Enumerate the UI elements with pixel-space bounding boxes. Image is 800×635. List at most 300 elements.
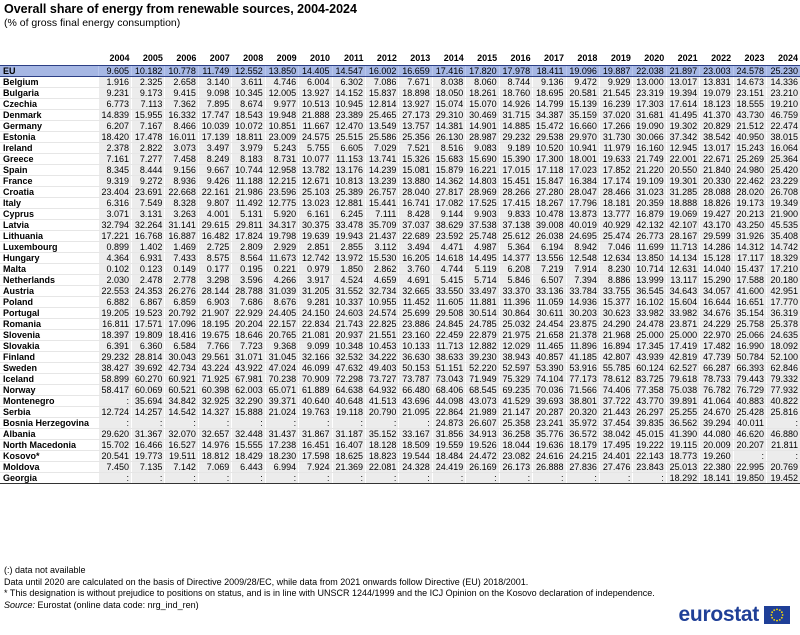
table-cell: 7.111 — [365, 209, 398, 220]
table-cell: 7.277 — [132, 154, 165, 165]
source-label: Source: — [4, 599, 36, 610]
table-cell: 9.272 — [132, 176, 165, 187]
row-label: Austria — [0, 286, 98, 297]
table-row — [0, 297, 800, 308]
table-cell: 19.427 — [700, 209, 733, 220]
table-cell: 60.398 — [198, 385, 231, 396]
table-cell: 18.773 — [666, 451, 699, 462]
table-cell: 21.437 — [365, 231, 398, 242]
table-row — [0, 132, 800, 143]
table-cell: 2.778 — [165, 275, 198, 286]
table-cell: 31.023 — [633, 187, 666, 198]
table-cell: 12.724 — [98, 407, 131, 418]
table-cell: 15.441 — [365, 198, 398, 209]
table-cell: 22.671 — [700, 154, 733, 165]
table-cell: 15.472 — [533, 121, 566, 132]
table-cell: 16.482 — [198, 231, 231, 242]
table-cell: 25.428 — [733, 407, 766, 418]
table-row — [0, 473, 800, 484]
table-cell: 12.814 — [365, 99, 398, 110]
table-cell: 6.443 — [232, 462, 265, 473]
table-cell: 43.170 — [700, 220, 733, 231]
table-cell: 66.393 — [733, 363, 766, 374]
table-cell: 4.471 — [432, 242, 465, 253]
table-cell: 7.671 — [399, 77, 432, 88]
table-cell: 19.349 — [767, 198, 800, 209]
row-label: Spain — [0, 165, 98, 176]
table-cell: 20.320 — [566, 407, 599, 418]
table-cell: 23.003 — [700, 66, 733, 77]
table-cell: 9.807 — [198, 198, 231, 209]
table-cell: 29.615 — [198, 220, 231, 231]
table-cell: 25.358 — [499, 418, 532, 429]
table-cell: 6.773 — [98, 99, 131, 110]
year-header: 2012 — [376, 53, 397, 63]
table-cell: 12.548 — [566, 253, 599, 264]
table-cell: 8.936 — [165, 176, 198, 187]
table-cell: 7.924 — [299, 462, 332, 473]
table-cell: 17.495 — [599, 440, 632, 451]
table-cell: 37.342 — [666, 132, 699, 143]
year-header: 2016 — [510, 53, 531, 63]
table-cell: 10.945 — [332, 99, 365, 110]
table-cell: 24.401 — [599, 451, 632, 462]
table-cell: 11.465 — [533, 341, 566, 352]
table-cell: 9.231 — [98, 88, 131, 99]
table-cell: 3.298 — [198, 275, 231, 286]
table-cell: 12.005 — [265, 88, 298, 99]
table-cell: 28.814 — [132, 352, 165, 363]
table-cell: 70.909 — [299, 374, 332, 385]
table-cell: 21.147 — [499, 407, 532, 418]
table-cell: 16.002 — [365, 66, 398, 77]
table-cell: 18.230 — [265, 451, 298, 462]
table-cell: 41.370 — [700, 110, 733, 121]
table-cell: 33.550 — [432, 286, 465, 297]
table-cell: 7.046 — [599, 242, 632, 253]
table-cell: 24.328 — [399, 462, 432, 473]
table-cell: 5.119 — [466, 264, 499, 275]
table-cell: 16.160 — [633, 143, 666, 154]
table-cell: 31.552 — [332, 286, 365, 297]
table-cell: 16.887 — [165, 231, 198, 242]
table-cell: 7.086 — [365, 77, 398, 88]
table-cell: 22.038 — [633, 66, 666, 77]
row-label: Greece — [0, 154, 98, 165]
table-cell: 33.497 — [466, 286, 499, 297]
year-header: 2022 — [711, 53, 732, 63]
table-cell: 20.769 — [767, 462, 800, 473]
table-cell: 41.064 — [700, 396, 733, 407]
table-cell: 30.203 — [566, 308, 599, 319]
renewables-table — [0, 45, 800, 484]
table-cell: 11.396 — [499, 297, 532, 308]
row-label: Luxembourg — [0, 242, 98, 253]
table-cell: 1.850 — [332, 264, 365, 275]
table-cell: 36.572 — [566, 429, 599, 440]
table-cell: 52.597 — [499, 363, 532, 374]
source-line — [4, 600, 655, 612]
table-cell: 13.782 — [299, 165, 332, 176]
table-cell: 18.195 — [198, 319, 231, 330]
table-cell: 12.742 — [299, 253, 332, 264]
table-cell: : — [98, 418, 131, 429]
table-cell: 8.575 — [198, 253, 231, 264]
table-cell: 11.605 — [432, 297, 465, 308]
year-header: 2004 — [109, 53, 130, 63]
table-cell: 8.466 — [165, 121, 198, 132]
table-cell: 24.150 — [299, 308, 332, 319]
table-cell: 10.182 — [132, 66, 165, 77]
table-cell: 49.403 — [365, 363, 398, 374]
table-row — [0, 143, 800, 154]
table-cell: 28.167 — [666, 231, 699, 242]
table-cell: 78.733 — [700, 374, 733, 385]
table-cell: 32.264 — [132, 220, 165, 231]
table-cell: 21.897 — [666, 66, 699, 77]
table-cell: 8.564 — [232, 253, 265, 264]
table-cell: 69.235 — [499, 385, 532, 396]
table-row — [0, 286, 800, 297]
table-cell: 11.452 — [399, 297, 432, 308]
table-cell: 3.140 — [198, 77, 231, 88]
table-cell: 18.261 — [466, 88, 499, 99]
table-cell: 6.584 — [165, 341, 198, 352]
table-cell: 6.245 — [332, 209, 365, 220]
table-cell: 19.302 — [666, 121, 699, 132]
table-cell: 42.951 — [767, 286, 800, 297]
table-cell: 16.466 — [132, 440, 165, 451]
table-cell: 20.790 — [365, 407, 398, 418]
table-row — [0, 407, 800, 418]
table-cell: 17.419 — [666, 341, 699, 352]
flag-star-icon — [771, 611, 773, 613]
table-cell: 12.775 — [265, 198, 298, 209]
row-label: Finland — [0, 352, 98, 363]
table-cell: 29.620 — [98, 429, 131, 440]
table-cell: 18.267 — [533, 198, 566, 209]
table-cell: : — [98, 396, 131, 407]
table-cell: 20.765 — [265, 330, 298, 341]
table-cell: 37.037 — [399, 220, 432, 231]
table-cell: : — [332, 418, 365, 429]
table-cell: 10.520 — [533, 143, 566, 154]
table-cell: 21.545 — [599, 88, 632, 99]
table-cell: : — [265, 473, 298, 484]
year-header: 2009 — [276, 53, 297, 63]
table-row — [0, 385, 800, 396]
table-cell: 15.081 — [399, 165, 432, 176]
header-corner — [0, 45, 98, 66]
table-cell: 10.337 — [332, 297, 365, 308]
table-cell: 6.507 — [533, 275, 566, 286]
table-cell: 22.459 — [432, 330, 465, 341]
footnotes — [4, 565, 655, 611]
table-cell: 8.886 — [599, 275, 632, 286]
table-cell: 19.301 — [666, 176, 699, 187]
table-cell: 31.367 — [132, 429, 165, 440]
table-cell: 50.153 — [399, 363, 432, 374]
table-cell: 4.266 — [265, 275, 298, 286]
table-cell: 9.929 — [599, 77, 632, 88]
table-cell: 15.128 — [700, 253, 733, 264]
table-cell: 25.389 — [332, 187, 365, 198]
table-cell: 16.644 — [700, 297, 733, 308]
table-cell: 40.019 — [566, 220, 599, 231]
table-cell: 60.521 — [165, 385, 198, 396]
table-row — [0, 253, 800, 264]
table-cell: 17.117 — [733, 253, 766, 264]
table-cell: 24.575 — [299, 132, 332, 143]
table-cell: 17.345 — [633, 341, 666, 352]
table-cell: 19.559 — [432, 440, 465, 451]
row-label: France — [0, 176, 98, 187]
flag-star-icon — [781, 611, 783, 613]
table-cell: 19.887 — [599, 66, 632, 77]
table-row — [0, 319, 800, 330]
table-cell: 9.667 — [198, 165, 231, 176]
table-cell: 10.851 — [265, 121, 298, 132]
table-cell: 23.871 — [666, 319, 699, 330]
table-cell: 23.160 — [399, 330, 432, 341]
table-cell: 18.411 — [533, 66, 566, 77]
row-label: Estonia — [0, 132, 98, 143]
table-cell: 6.931 — [132, 253, 165, 264]
table-cell: 19.943 — [332, 231, 365, 242]
table-cell: 17.796 — [566, 198, 599, 209]
table-cell: 19.222 — [633, 440, 666, 451]
table-cell: 6.605 — [332, 143, 365, 154]
table-cell: 22.668 — [165, 187, 198, 198]
table-cell: 2.325 — [132, 77, 165, 88]
table-cell: 35.159 — [566, 110, 599, 121]
table-cell: 4.691 — [399, 275, 432, 286]
table-cell: 38.633 — [432, 352, 465, 363]
table-cell: : — [533, 473, 566, 484]
table-cell: 2.822 — [132, 143, 165, 154]
table-cell: 34.676 — [700, 308, 733, 319]
table-cell: 25.465 — [365, 110, 398, 121]
table-cell: 22.553 — [98, 286, 131, 297]
table-cell: 13.850 — [633, 253, 666, 264]
table-cell: 78.612 — [599, 374, 632, 385]
eu-flag-icon — [764, 606, 790, 624]
table-cell: 25.699 — [399, 308, 432, 319]
table-cell: 20.792 — [165, 308, 198, 319]
table-cell: 3.497 — [198, 143, 231, 154]
table-cell: 19.394 — [666, 88, 699, 99]
table-cell: 12.470 — [332, 121, 365, 132]
table-cell: 9.605 — [98, 66, 131, 77]
table-cell: : — [332, 473, 365, 484]
table-cell: 15.847 — [533, 176, 566, 187]
table-cell: 24.635 — [767, 330, 800, 341]
table-cell: 50.784 — [733, 352, 766, 363]
table-cell: 11.713 — [666, 242, 699, 253]
table-cell: 25.066 — [733, 330, 766, 341]
table-cell: 3.071 — [98, 209, 131, 220]
table-cell: 25.378 — [767, 319, 800, 330]
table-cell: 13.023 — [299, 198, 332, 209]
table-cell: 21.968 — [599, 330, 632, 341]
table-cell: 32.794 — [98, 220, 131, 231]
table-cell: 14.542 — [165, 407, 198, 418]
table-cell: 15.690 — [466, 154, 499, 165]
table-cell: 36.545 — [633, 286, 666, 297]
table-cell: 14.673 — [733, 77, 766, 88]
table-cell: 13.000 — [633, 77, 666, 88]
table-cell: 0.177 — [198, 264, 231, 275]
table-cell: 10.478 — [533, 209, 566, 220]
table-cell: 13.999 — [633, 275, 666, 286]
table-cell: 19.544 — [399, 451, 432, 462]
table-cell: 6.194 — [533, 242, 566, 253]
table-cell: 23.009 — [265, 132, 298, 143]
table-cell: 18.898 — [399, 88, 432, 99]
table-cell: 6.882 — [98, 297, 131, 308]
table-cell: 2.929 — [265, 242, 298, 253]
table-cell: 27.173 — [399, 110, 432, 121]
table-cell: 43.073 — [466, 396, 499, 407]
table-cell: 21.749 — [633, 154, 666, 165]
table-cell: 6.994 — [265, 462, 298, 473]
table-cell: 37.722 — [599, 396, 632, 407]
table-cell: 5.920 — [265, 209, 298, 220]
table-cell: 10.039 — [198, 121, 231, 132]
table-cell: 25.000 — [666, 330, 699, 341]
table-cell: : — [132, 418, 165, 429]
table-cell: 25.103 — [299, 187, 332, 198]
table-cell: 13.017 — [700, 143, 733, 154]
table-cell: 43.939 — [633, 352, 666, 363]
table-cell: 14.312 — [733, 242, 766, 253]
table-cell: 6.004 — [299, 77, 332, 88]
table-cell: 35.972 — [566, 418, 599, 429]
table-cell: 20.330 — [700, 176, 733, 187]
table-cell: 11.667 — [299, 121, 332, 132]
table-cell: 7.549 — [132, 198, 165, 209]
table-cell: 28.144 — [198, 286, 231, 297]
table-cell: 17.415 — [499, 198, 532, 209]
table-cell: 28.088 — [700, 187, 733, 198]
table-cell: 3.131 — [132, 209, 165, 220]
table-cell: 30.611 — [533, 308, 566, 319]
table-cell: 73.727 — [365, 374, 398, 385]
table-cell: 17.571 — [132, 319, 165, 330]
table-cell: 9.281 — [299, 297, 332, 308]
table-cell: 23.229 — [767, 176, 800, 187]
table-cell: : — [432, 473, 465, 484]
table-cell: 7.167 — [132, 121, 165, 132]
table-cell: 44.080 — [700, 429, 733, 440]
table-cell: 9.977 — [265, 99, 298, 110]
table-cell: 17.096 — [165, 319, 198, 330]
year-header: 2006 — [176, 53, 197, 63]
table-cell: 65.071 — [265, 385, 298, 396]
table-cell: 10.453 — [365, 341, 398, 352]
table-cell: 16.064 — [767, 143, 800, 154]
table-cell: 14.742 — [767, 242, 800, 253]
table-cell: 60.270 — [132, 374, 165, 385]
table-cell: 13.777 — [599, 209, 632, 220]
flag-star-icon — [771, 614, 773, 616]
table-cell: 2.658 — [165, 77, 198, 88]
logo-text: eurostat — [678, 603, 759, 626]
table-cell: 17.482 — [700, 341, 733, 352]
table-cell: 25.816 — [767, 407, 800, 418]
table-cell: 71.566 — [566, 385, 599, 396]
table-cell: 19.079 — [700, 88, 733, 99]
table-cell: 10.133 — [399, 341, 432, 352]
table-cell: 16.384 — [566, 176, 599, 187]
table-cell: 46.759 — [767, 110, 800, 121]
table-cell: 18.760 — [499, 88, 532, 99]
table-cell: 17.525 — [466, 198, 499, 209]
table-cell: 9.099 — [299, 341, 332, 352]
table-cell: 15.390 — [499, 154, 532, 165]
table-cell: 2.478 — [132, 275, 165, 286]
table-cell: 17.023 — [566, 165, 599, 176]
table-cell: : — [232, 473, 265, 484]
table-cell: 17.820 — [466, 66, 499, 77]
table-cell: 26.888 — [533, 462, 566, 473]
table-cell: 6.208 — [499, 264, 532, 275]
table-cell: 14.327 — [198, 407, 231, 418]
row-label: Belgium — [0, 77, 98, 88]
table-cell: 35.694 — [132, 396, 165, 407]
row-label: Kosovo* — [0, 451, 98, 462]
table-cell: 32.166 — [299, 352, 332, 363]
table-cell: 41.600 — [733, 286, 766, 297]
table-cell: 19.115 — [666, 440, 699, 451]
table-cell: 40.640 — [299, 396, 332, 407]
table-cell: 70.036 — [533, 385, 566, 396]
table-cell: 19.205 — [98, 308, 131, 319]
table-cell: 17.588 — [733, 275, 766, 286]
table-cell: 17.266 — [599, 121, 632, 132]
table-cell: : — [165, 473, 198, 484]
table-cell: 16.811 — [98, 319, 131, 330]
table-cell: 6.360 — [132, 341, 165, 352]
row-label: Iceland — [0, 374, 98, 385]
table-cell: 30.864 — [499, 308, 532, 319]
table-cell: 24.695 — [566, 231, 599, 242]
flag-star-icon — [773, 609, 775, 611]
table-cell: 58.417 — [98, 385, 131, 396]
table-cell: 10.348 — [332, 341, 365, 352]
table-cell: 4.746 — [265, 77, 298, 88]
row-label: Hungary — [0, 253, 98, 264]
table-cell: 22.929 — [232, 308, 265, 319]
table-cell: 10.955 — [365, 297, 398, 308]
table-cell: 25.586 — [365, 132, 398, 143]
flag-star-icon — [781, 617, 783, 619]
year-header: 2007 — [209, 53, 230, 63]
table-cell: 7.394 — [566, 275, 599, 286]
table-cell: 21.986 — [232, 187, 265, 198]
table-cell: 16.659 — [399, 66, 432, 77]
table-cell: 17.478 — [132, 132, 165, 143]
table-cell: 26.297 — [633, 407, 666, 418]
table-cell: 20.204 — [232, 319, 265, 330]
table-cell: 7.029 — [365, 143, 398, 154]
table-cell: 20.829 — [700, 121, 733, 132]
table-cell: 30.514 — [466, 308, 499, 319]
table-cell: 22.157 — [265, 319, 298, 330]
table-cell: 16.768 — [132, 231, 165, 242]
table-cell: 43.730 — [733, 110, 766, 121]
table-row — [0, 121, 800, 132]
